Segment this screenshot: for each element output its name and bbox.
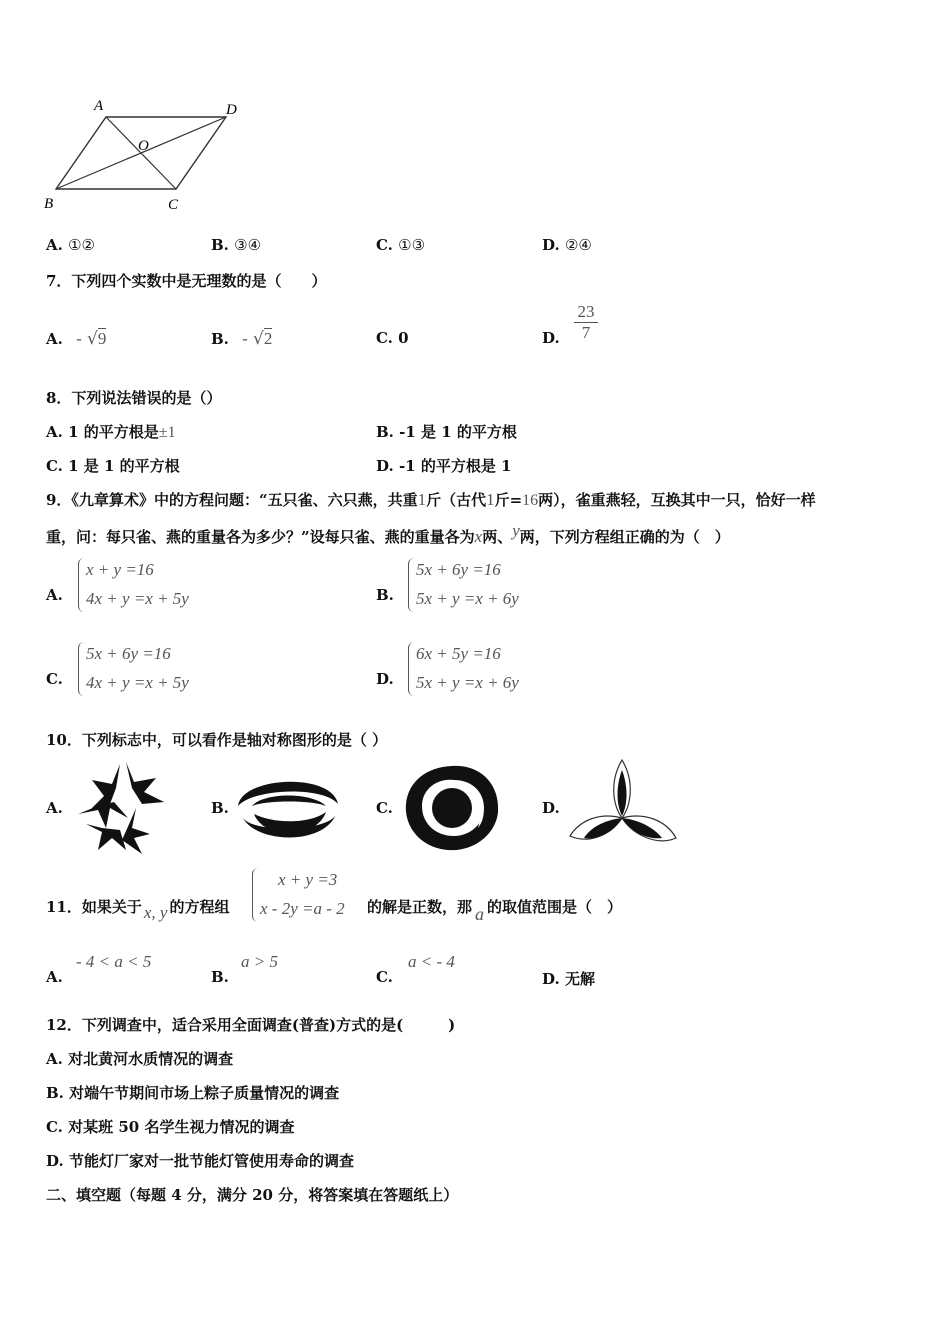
q7-option-b[interactable]: B. - √2 bbox=[211, 329, 273, 349]
q9-system-c: 5x + 6y =16 4x + y =x + 5y bbox=[78, 642, 218, 698]
q10-option-d[interactable]: D. bbox=[542, 799, 560, 817]
q8-option-c[interactable]: C. 1 是 1 的平方根 bbox=[46, 457, 180, 475]
ring-circle-icon bbox=[402, 762, 502, 854]
label-o: O bbox=[138, 138, 149, 154]
label-b: B bbox=[44, 196, 54, 212]
q11-option-d[interactable]: D. 无解 bbox=[542, 970, 595, 988]
q10-option-b[interactable]: B. bbox=[211, 799, 229, 817]
section-title: 二、填空题（每题 4 分，满分 20 分，将答案填在答题纸上） bbox=[46, 1186, 459, 1204]
three-petal-icon bbox=[568, 756, 680, 856]
label-d: D bbox=[226, 102, 237, 118]
four-star-pinwheel-icon bbox=[72, 758, 172, 856]
q7-fraction: 23 7 bbox=[574, 302, 598, 343]
q12-option-b[interactable]: B. 对端午节期间市场上粽子质量情况的调查 bbox=[46, 1084, 340, 1102]
q12-option-d[interactable]: D. 节能灯厂家对一批节能灯管使用寿命的调查 bbox=[46, 1152, 354, 1170]
q9-stem-line1: 9．《九章算术》中的方程问题：“五只雀、六只燕，共重1斤（古代1斤=16两），雀重燕轻，互换其中一只，恰好一样 bbox=[46, 490, 816, 509]
q6-option-b[interactable]: B. ③④ bbox=[211, 236, 262, 254]
q8-option-b[interactable]: B. -1 是 1 的平方根 bbox=[376, 423, 517, 441]
q7-option-c[interactable]: C. 0 bbox=[376, 329, 409, 347]
q7-option-a[interactable]: A. - √9 bbox=[46, 329, 107, 349]
q7-stem: 7．下列四个实数中是无理数的是（ ） bbox=[46, 272, 327, 290]
q11-option-b-math: a > 5 bbox=[241, 952, 278, 971]
q9-option-c[interactable]: C. bbox=[46, 670, 63, 688]
q12-option-a[interactable]: A. 对北黄河水质情况的调查 bbox=[46, 1050, 234, 1068]
q11-option-c-math: a < - 4 bbox=[408, 952, 455, 971]
split-ellipse-icon bbox=[234, 770, 342, 848]
q9-option-b[interactable]: B. bbox=[376, 586, 394, 604]
q9-system-a: x + y =16 4x + y =x + 5y bbox=[78, 558, 208, 614]
q9-option-d[interactable]: D. bbox=[376, 670, 394, 688]
q6-option-c[interactable]: C. ①③ bbox=[376, 236, 426, 254]
q11-option-c[interactable]: C. bbox=[376, 968, 393, 986]
q6-option-a[interactable]: A. ①② bbox=[46, 236, 96, 254]
q11-option-a[interactable]: A. bbox=[46, 968, 63, 986]
q8-option-d[interactable]: D. -1 的平方根是 1 bbox=[376, 457, 512, 475]
sqrt-symbol: √9 bbox=[87, 329, 107, 349]
q10-stem: 10．下列标志中，可以看作是轴对称图形的是（ ） bbox=[46, 731, 388, 749]
label-c: C bbox=[168, 197, 179, 213]
q9-stem-line2: 重，问：每只雀、燕的重量各为多少？”设每只雀、燕的重量各为x两、y两，下列方程组正确的为（ ） bbox=[46, 521, 730, 546]
q11-stem-cont: 的解是正数，那 a 的取值范围是（ ） bbox=[367, 898, 623, 924]
q9-system-d: 6x + 5y =16 5x + y =x + 6y bbox=[408, 642, 548, 698]
q6-option-d[interactable]: D. ②④ bbox=[542, 236, 592, 254]
label-a: A bbox=[94, 98, 104, 114]
q8-option-a[interactable]: A. 1 的平方根是±1 bbox=[46, 423, 176, 441]
q7-option-d[interactable]: D. bbox=[542, 329, 560, 347]
q10-option-a[interactable]: A. bbox=[46, 799, 63, 817]
sqrt-symbol: √2 bbox=[253, 329, 273, 349]
q11-stem: 11．如果关于 x, y 的方程组 bbox=[46, 898, 230, 922]
q9-option-a[interactable]: A. bbox=[46, 586, 63, 604]
q9-system-b: 5x + 6y =16 5x + y =x + 6y bbox=[408, 558, 548, 614]
q12-stem: 12．下列调查中，适合采用全面调查(普查)方式的是( ) bbox=[46, 1016, 456, 1034]
parallelogram-figure bbox=[40, 92, 250, 217]
q11-option-b[interactable]: B. bbox=[211, 968, 229, 986]
q11-system: x + y =3 x - 2y =a - 2 bbox=[252, 868, 370, 924]
q8-stem: 8．下列说法错误的是（） bbox=[46, 389, 222, 407]
q10-option-c[interactable]: C. bbox=[376, 799, 393, 817]
q11-option-a-math: - 4 < a < 5 bbox=[76, 952, 152, 971]
q12-option-c[interactable]: C. 对某班 50 名学生视力情况的调查 bbox=[46, 1118, 295, 1136]
